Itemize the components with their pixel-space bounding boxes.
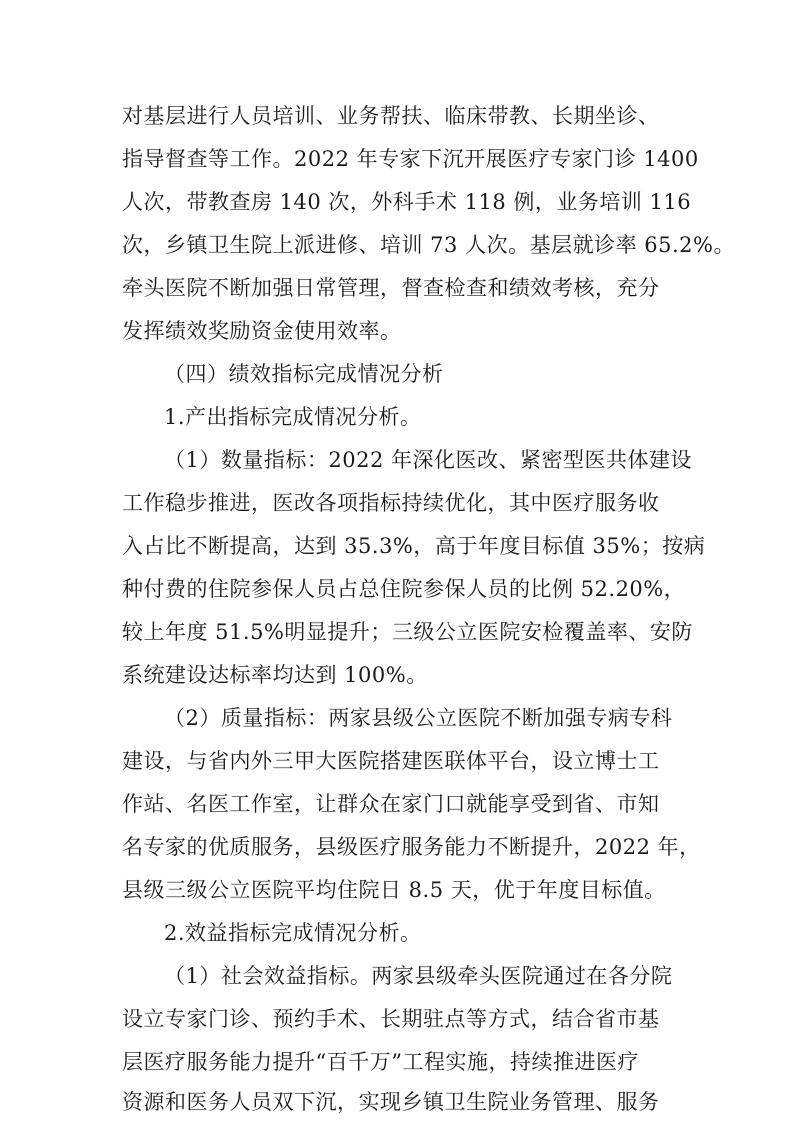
body-text-line: 设立专家门诊、预约手术、长期驻点等方式，结合省市基: [122, 1007, 660, 1031]
body-text-line: 层医疗服务能力提升“百千万”工程实施，持续推进医疗: [122, 1050, 639, 1074]
section-heading: （四）绩效指标完成情况分析: [164, 362, 444, 386]
body-text-line: 作站、名医工作室，让群众在家门口就能享受到省、市知: [122, 792, 660, 816]
subsection-heading: 2.效益指标完成情况分析。: [164, 921, 422, 945]
body-text-line: 指导督查等工作。2022 年专家下沉开展医疗专家门诊 1400: [122, 147, 699, 171]
body-text-line: 对基层进行人员培训、业务帮扶、临床带教、长期坐诊、: [122, 104, 660, 128]
body-text-line: 入占比不断提高，达到 35.3%，高于年度目标值 35%；按病: [122, 534, 706, 558]
body-text-line: （1）数量指标：2022 年深化医改、紧密型医共体建设: [164, 448, 692, 472]
body-text-line: 资源和医务人员双下沉，实现乡镇卫生院业务管理、服务: [122, 1090, 660, 1114]
body-text-line: 县级三级公立医院平均住院日 8.5 天，优于年度目标值。: [122, 878, 666, 902]
body-text-line: 名专家的优质服务，县级医疗服务能力不断提升，2022 年，: [122, 835, 701, 859]
body-text-line: （1）社会效益指标。两家县级牵头医院通过在各分院: [164, 964, 673, 988]
body-text-line: 牵头医院不断加强日常管理，督查检查和绩效考核，充分: [122, 276, 660, 300]
body-text-line: 发挥绩效奖励资金使用效率。: [122, 319, 402, 343]
subsection-heading: 1.产出指标完成情况分析。: [164, 405, 422, 429]
body-text-line: 次，乡镇卫生院上派进修、培训 73 人次。基层就诊率 65.2%。: [122, 233, 735, 257]
body-text-line: 种付费的住院参保人员占总住院参保人员的比例 52.20%，: [122, 577, 686, 601]
body-text-line: 建设，与省内外三甲大医院搭建医联体平台，设立博士工: [122, 749, 660, 773]
body-text-line: 系统建设达标率均达到 100%。: [122, 663, 428, 687]
body-text-line: （2）质量指标：两家县级公立医院不断加强专病专科: [164, 706, 673, 730]
body-text-line: 工作稳步推进，医改各项指标持续优化，其中医疗服务收: [122, 491, 660, 515]
body-text-line: 较上年度 51.5%明显提升；三级公立医院安检覆盖率、安防: [122, 620, 693, 644]
body-text-line: 人次，带教查房 140 次，外科手术 118 例，业务培训 116: [122, 190, 692, 214]
